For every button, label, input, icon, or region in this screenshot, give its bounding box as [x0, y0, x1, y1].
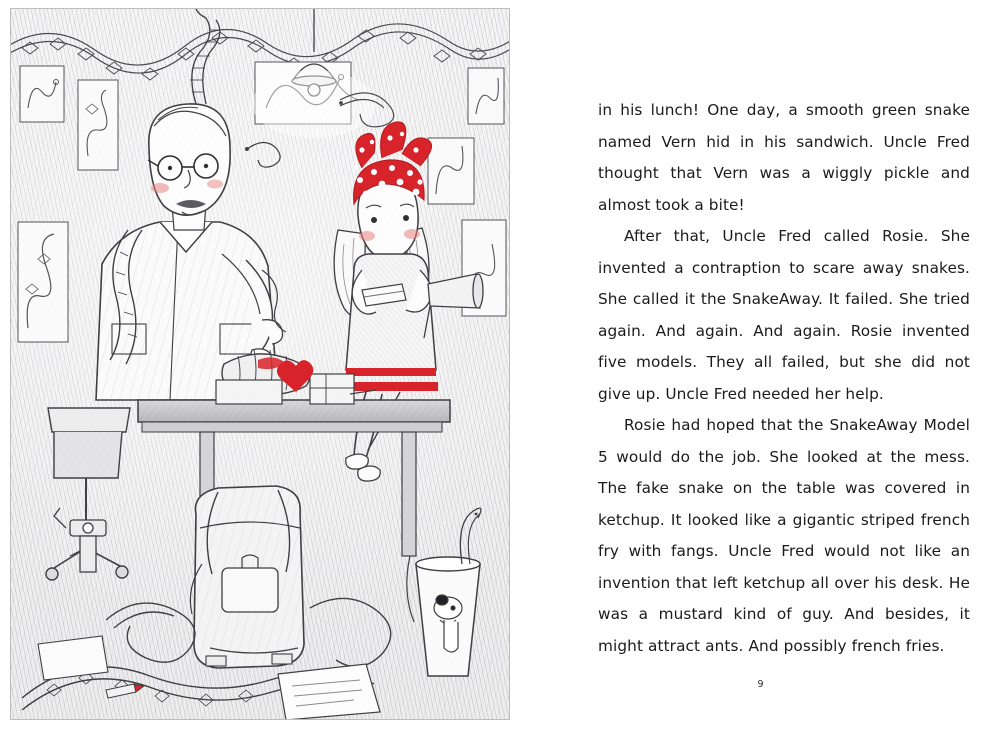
paragraph-1: in his lunch! One day, a smooth green snake named Vern hid in his sandwich. Uncle Fred thought that Vern was a wiggly pickle and almost took a bite! [598, 101, 970, 214]
illustration-artwork [10, 8, 510, 720]
illustration-container [10, 8, 510, 720]
right-page [521, 0, 1000, 733]
paragraph-3: Rosie had hoped that the SnakeAway Model 5 would do the job. She looked at the mess. The fake snake on the table was covered in ketchup. It looked like a gigantic striped french fry with fangs. Uncle Fred would not like an invention that left ketchup all over his desk. He was a mustard kind of guy. And besides, it might attract ants. And possibly french fries. [598, 416, 970, 655]
paragraph-2: After that, Uncle Fred called Rosie. She invented a contraption to scare away snakes. She called it the SnakeAway. It failed. She tried again. And again. And again. Rosie invented five models. They all failed, but she did not give up. Uncle Fred needed her help. [598, 227, 970, 403]
body-text-column [598, 95, 970, 662]
page-number: 9 [757, 679, 764, 690]
